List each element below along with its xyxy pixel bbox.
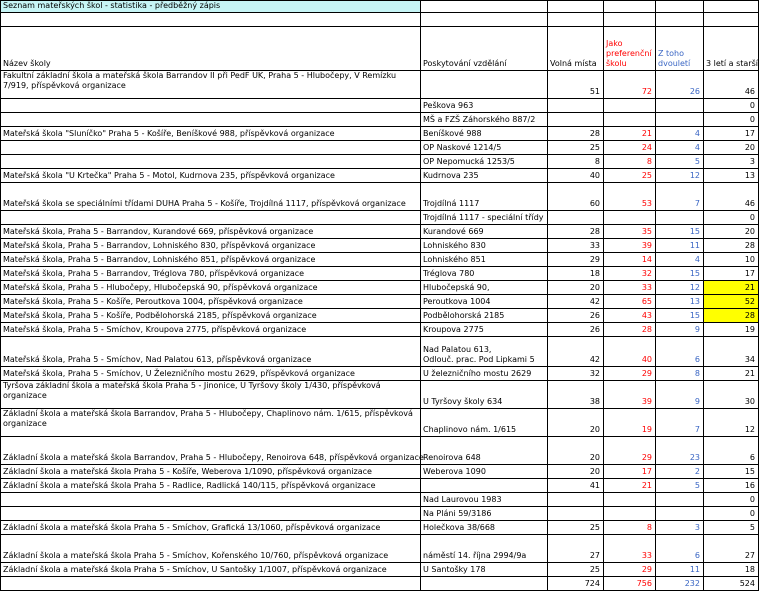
school-location	[423, 523, 544, 533]
three-plus-value: 27	[744, 551, 755, 560]
school-location	[423, 129, 544, 139]
twoyear-value: 11	[689, 565, 700, 574]
school-location-line: Beníškové 988	[423, 129, 482, 138]
school-name-line: Mateřská škola, Praha 5 - Barrandov, Tréglova 780, příspěvková organizace	[3, 269, 305, 278]
capacity-value: 20	[589, 283, 600, 292]
capacity-value: 40	[589, 171, 600, 180]
capacity-value: 60	[589, 199, 600, 208]
school-name-line: Základní škola a mateřská škola Barrandov, Praha 5 - Hlubočepy, Chaplinovo nám. 1/615, příspěvková	[3, 409, 413, 418]
school-location-line: Trojdílná 1117	[423, 199, 480, 208]
school-name-line: Mateřská škola "Sluníčko" Praha 5 - Košíře, Beníškové 988, příspěvková organizace	[3, 129, 335, 138]
preferred-value: 33	[641, 283, 652, 292]
three-plus-value: 30	[744, 397, 755, 406]
school-location-line: OP Naskové 1214/5	[423, 143, 502, 152]
three-plus-value: 28	[744, 311, 755, 320]
capacity-value: 28	[589, 129, 600, 138]
header-twoyear-line: Z toho	[658, 49, 685, 58]
twoyear-value: 15	[689, 269, 700, 278]
school-name-line: organizace	[3, 391, 47, 400]
preferred-value: 32	[641, 269, 652, 278]
twoyear-value: 9	[694, 325, 700, 334]
capacity-value: 42	[589, 355, 600, 364]
capacity-value: 51	[589, 87, 600, 96]
three-plus-value: 10	[744, 255, 755, 264]
header-preferred-line: preferenční	[606, 49, 652, 58]
preferred-value: 8	[646, 157, 652, 166]
school-name-line: Mateřská škola, Praha 5 - Smíchov, Kroupova 2775, příspěvková organizace	[3, 325, 307, 334]
school-location-line: Nad Laurovou 1983	[423, 495, 502, 504]
preferred-value: 72	[641, 87, 652, 96]
school-location-line: Hlubočepská 90,	[423, 283, 490, 292]
school-name	[3, 481, 417, 491]
school-location	[423, 101, 544, 111]
school-location-line: Tréglova 780	[423, 269, 475, 278]
school-name	[3, 297, 417, 307]
school-location	[423, 227, 544, 237]
capacity-value: 42	[589, 297, 600, 306]
preferred-value: 25	[641, 171, 652, 180]
school-location	[423, 467, 544, 477]
twoyear-value: 5	[694, 157, 700, 166]
three-plus-value: 20	[744, 227, 755, 236]
sheet-title: Seznam mateřských škol - statistika - předběžný zápis	[3, 1, 221, 10]
school-name-line: Tyršova základní škola a mateřská škola Praha 5 - Jinonice, U Tyršovy školy 1/430, příspěvková	[3, 381, 381, 390]
school-name	[3, 171, 417, 181]
school-location-line: Trojdílná 1117 - speciální třídy	[423, 213, 544, 222]
preferred-value: 53	[641, 199, 652, 208]
header-preferred-line: školu	[606, 59, 627, 68]
twoyear-value: 26	[689, 87, 700, 96]
school-name	[3, 255, 417, 265]
school-location	[423, 199, 544, 209]
preferred-value: 40	[641, 355, 652, 364]
school-name-line: Základní škola a mateřská škola Praha 5 - Radlice, Radlická 140/115, příspěvková organizace	[3, 481, 376, 490]
three-plus-value: 0	[749, 495, 755, 504]
school-name	[3, 551, 417, 561]
school-name	[3, 467, 417, 477]
three-plus-value: 52	[744, 297, 755, 306]
total-capacity: 724	[584, 579, 600, 588]
capacity-value: 25	[589, 565, 600, 574]
three-plus-value: 0	[749, 115, 755, 124]
school-name	[3, 227, 417, 237]
school-name	[3, 453, 424, 463]
preferred-value: 33	[641, 551, 652, 560]
three-plus-value: 21	[744, 283, 755, 292]
school-name-line: Mateřská škola, Praha 5 - Košíře, Peroutkova 1004, příspěvková organizace	[3, 297, 303, 306]
school-name-line: Mateřská škola, Praha 5 - Barrandov, Lohniského 830, příspěvková organizace	[3, 241, 316, 250]
school-name	[3, 523, 417, 533]
preferred-value: 43	[641, 311, 652, 320]
three-plus-value: 17	[744, 269, 755, 278]
twoyear-value: 4	[694, 129, 700, 138]
capacity-value: 20	[589, 467, 600, 476]
preferred-value: 29	[641, 369, 652, 378]
three-plus-value: 28	[744, 241, 755, 250]
three-plus-value: 6	[749, 453, 755, 462]
capacity-value: 25	[589, 523, 600, 532]
three-plus-value: 5	[749, 523, 755, 532]
school-name-line: Mateřská škola, Praha 5 - Hlubočepy, Hlubočepská 90, příspěvková organizace	[3, 283, 318, 292]
twoyear-value: 7	[694, 425, 700, 434]
school-name-line: Základní škola a mateřská škola Praha 5 - Smíchov, U Santošky 1/1007, příspěvková organizace	[3, 565, 387, 574]
header-twoyear	[658, 49, 700, 69]
school-location	[423, 269, 544, 279]
twoyear-value: 6	[694, 551, 700, 560]
total-twoyear: 232	[684, 579, 700, 588]
school-location-line: MŠ a FZŠ Záhorského 887/2	[423, 115, 536, 124]
school-name	[3, 283, 417, 293]
school-location-line: U železničního mostu 2629	[423, 369, 532, 378]
school-name	[3, 565, 417, 575]
twoyear-value: 9	[694, 397, 700, 406]
school-name	[3, 325, 417, 335]
preferred-value: 28	[641, 325, 652, 334]
capacity-value: 38	[589, 397, 600, 406]
school-location	[423, 171, 544, 181]
three-plus-value: 17	[744, 129, 755, 138]
capacity-value: 27	[589, 551, 600, 560]
header-preferred	[606, 39, 652, 69]
capacity-value: 8	[594, 157, 600, 166]
school-name-line: Mateřská škola, Praha 5 - Smíchov, Nad Palatou 613, příspěvková organizace	[3, 355, 312, 364]
school-location	[423, 509, 544, 519]
school-location-line: Holečkova 38/668	[423, 523, 496, 532]
twoyear-value: 8	[694, 369, 700, 378]
total-preferred: 756	[636, 579, 652, 588]
school-name-line: Mateřská škola, Praha 5 - Smíchov, U Železničního mostu 2629, příspěvková organizace	[3, 369, 355, 378]
school-location	[423, 551, 544, 561]
twoyear-value: 12	[689, 171, 700, 180]
school-name	[3, 409, 417, 429]
twoyear-value: 15	[689, 311, 700, 320]
school-name	[3, 369, 417, 379]
twoyear-value: 5	[694, 481, 700, 490]
school-name	[3, 311, 417, 321]
school-name	[3, 129, 417, 139]
school-name	[3, 241, 417, 251]
three-plus-value: 16	[744, 481, 755, 490]
school-location	[423, 241, 544, 251]
capacity-value: 26	[589, 311, 600, 320]
capacity-value: 18	[589, 269, 600, 278]
school-name	[3, 269, 417, 279]
three-plus-value: 21	[744, 369, 755, 378]
capacity-value: 29	[589, 255, 600, 264]
preferred-value: 29	[641, 453, 652, 462]
three-plus-value: 13	[744, 171, 755, 180]
school-name	[3, 71, 417, 91]
school-location-line: Nad Palatou 613,	[423, 345, 492, 354]
school-location-line: Chaplinovo nám. 1/615	[423, 425, 517, 434]
header-capacity: Volná místa	[550, 59, 597, 68]
header-name: Název školy	[3, 59, 51, 68]
school-location	[423, 565, 544, 575]
school-location	[423, 255, 544, 265]
school-location-line: Kroupova 2775	[423, 325, 484, 334]
preferred-value: 39	[641, 397, 652, 406]
twoyear-value: 23	[689, 453, 700, 462]
three-plus-value: 15	[744, 467, 755, 476]
school-location	[423, 157, 544, 167]
school-location	[423, 297, 544, 307]
three-plus-value: 20	[744, 143, 755, 152]
school-name-line: Mateřská škola, Praha 5 - Barrandov, Kurandové 669, příspěvková organizace	[3, 227, 314, 236]
twoyear-value: 3	[694, 523, 700, 532]
school-location-line: Odlouč. prac. Pod Lipkami 5	[423, 355, 535, 364]
school-name-line: Základní škola a mateřská škola Barrandov, Praha 5 - Hlubočepy, Renoirova 648, příspěvková organizace	[3, 453, 424, 462]
school-name-line: Mateřská škola "U Krtečka" Praha 5 - Motol, Kudrnova 235, příspěvková organizace	[3, 171, 335, 180]
school-location-line: Lohniského 830	[423, 241, 486, 250]
capacity-value: 25	[589, 143, 600, 152]
twoyear-value: 11	[689, 241, 700, 250]
three-plus-value: 34	[744, 355, 755, 364]
twoyear-value: 15	[689, 227, 700, 236]
twoyear-value: 4	[694, 143, 700, 152]
twoyear-value: 13	[689, 297, 700, 306]
twoyear-value: 7	[694, 199, 700, 208]
capacity-value: 26	[589, 325, 600, 334]
school-name-line: 7/919, příspěvková organizace	[3, 81, 126, 90]
header-three-plus: 3 letí a starší	[706, 59, 759, 68]
school-location	[423, 369, 544, 379]
twoyear-value: 6	[694, 355, 700, 364]
school-location-line: Renoirova 648	[423, 453, 481, 462]
header-twoyear-line: dvouletí	[658, 59, 691, 68]
school-location	[423, 345, 544, 365]
three-plus-value: 19	[744, 325, 755, 334]
school-name-line: Základní škola a mateřská škola Praha 5 - Smíchov, Kořenského 10/760, příspěvková organizace	[3, 551, 389, 560]
school-name-line: Základní škola a mateřská škola Praha 5 - Smíchov, Grafická 13/1060, příspěvková organizace	[3, 523, 381, 532]
school-name-line: Fakultní základní škola a mateřská škola Barrandov II při PedF UK, Praha 5 - Hlubočepy, V Remízku	[3, 71, 397, 80]
school-location	[423, 495, 544, 505]
school-location-line: U Santošky 178	[423, 565, 486, 574]
preferred-value: 21	[641, 481, 652, 490]
preferred-value: 29	[641, 565, 652, 574]
preferred-value: 24	[641, 143, 652, 152]
school-location-line: Kurandové 669	[423, 227, 484, 236]
capacity-value: 41	[589, 481, 600, 490]
school-location	[423, 397, 544, 407]
preferred-value: 17	[641, 467, 652, 476]
school-location-line: Lohniského 851	[423, 255, 486, 264]
total-three-plus: 524	[739, 579, 755, 588]
capacity-value: 33	[589, 241, 600, 250]
preferred-value: 65	[641, 297, 652, 306]
school-location	[423, 311, 544, 321]
school-name-line: organizace	[3, 419, 47, 428]
three-plus-value: 18	[744, 565, 755, 574]
preferred-value: 35	[641, 227, 652, 236]
school-location-line: U Tyršovy školy 634	[423, 397, 503, 406]
school-location-line: OP Nepomucká 1253/5	[423, 157, 515, 166]
preferred-value: 39	[641, 241, 652, 250]
three-plus-value: 12	[744, 425, 755, 434]
twoyear-value: 2	[694, 467, 700, 476]
school-location	[423, 115, 544, 125]
capacity-value: 20	[589, 425, 600, 434]
three-plus-value: 0	[749, 101, 755, 110]
school-name	[3, 199, 417, 209]
school-name	[3, 355, 417, 365]
school-name	[3, 381, 417, 401]
preferred-value: 14	[641, 255, 652, 264]
school-location-line: Na Pláni 59/3186	[423, 509, 492, 518]
school-name-line: Mateřská škola se speciálními třídami DUHA Praha 5 - Košíře, Trojdílná 1117, příspěvková organizace	[3, 199, 406, 208]
school-location	[423, 213, 544, 223]
school-location-line: Kudrnova 235	[423, 171, 479, 180]
school-name-line: Mateřská škola, Praha 5 - Barrandov, Lohniského 851, příspěvková organizace	[3, 255, 316, 264]
school-location	[423, 325, 544, 335]
school-location-line: Peškova 963	[423, 101, 474, 110]
school-location	[423, 143, 544, 153]
school-location-line: Weberova 1090	[423, 467, 486, 476]
three-plus-value: 0	[749, 213, 755, 222]
school-location-line: Podbělohorská 2185	[423, 311, 505, 320]
header-preferred-line: Jako	[606, 39, 623, 48]
header-location: Poskytování vzdělání	[423, 59, 507, 68]
capacity-value: 28	[589, 227, 600, 236]
school-location	[423, 453, 544, 463]
school-location	[423, 283, 544, 293]
capacity-value: 32	[589, 369, 600, 378]
school-location-line: náměstí 14. října 2994/9a	[423, 551, 527, 560]
preferred-value: 8	[646, 523, 652, 532]
twoyear-value: 4	[694, 255, 700, 264]
three-plus-value: 46	[744, 199, 755, 208]
school-name-line: Základní škola a mateřská škola Praha 5 - Košíře, Weberova 1/1090, příspěvková organizace	[3, 467, 372, 476]
school-location	[423, 425, 544, 435]
school-name-line: Mateřská škola, Praha 5 - Košíře, Podbělohorská 2185, příspěvková organizace	[3, 311, 317, 320]
capacity-value: 20	[589, 453, 600, 462]
three-plus-value: 46	[744, 87, 755, 96]
twoyear-value: 12	[689, 283, 700, 292]
preferred-value: 19	[641, 425, 652, 434]
three-plus-value: 0	[749, 509, 755, 518]
three-plus-value: 3	[749, 157, 755, 166]
preferred-value: 21	[641, 129, 652, 138]
school-location-line: Peroutkova 1004	[423, 297, 491, 306]
